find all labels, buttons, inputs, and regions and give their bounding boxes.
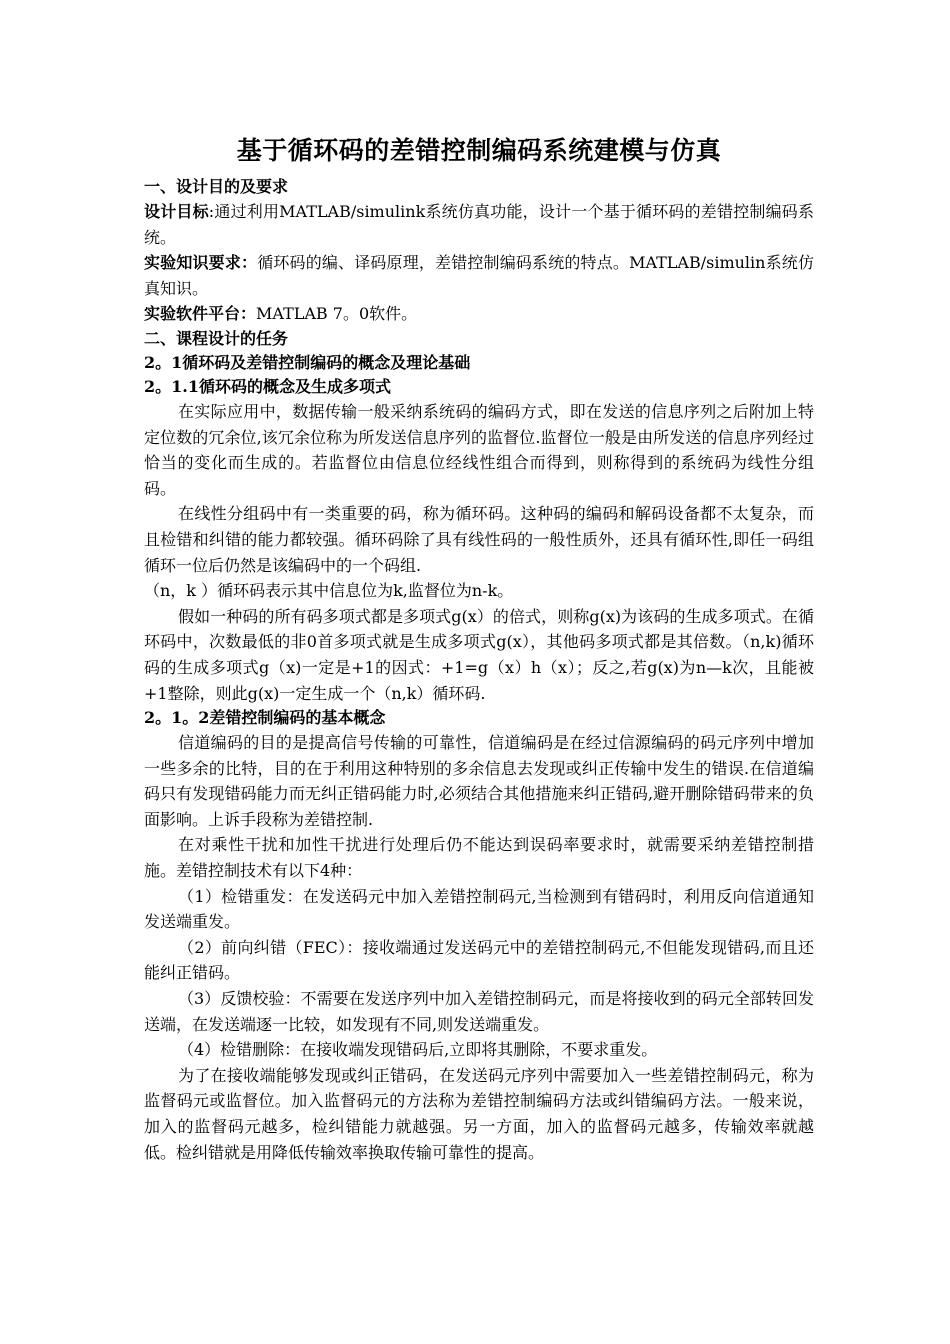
paragraph: 在实际应用中，数据传输一般采纳系统码的编码方式，即在发送的信息序列之后附加上特定位数的冗余位,该冗余位称为所发送信息序列的监督位.监督位一般是由所发送的信息序列经过恰当的变化而生成的。若监督位由信息位经线性组合而得到，则称得到的系统码为线性分组码。: [144, 401, 814, 498]
paragraph: （n，k ）循环码表示其中信息位为k,监督位为n-k。: [144, 581, 514, 601]
knowledge-label: 实验知识要求：: [144, 253, 258, 273]
paragraph-platform: [144, 301, 814, 327]
paragraph: 信道编码的目的是提高信号传输的可靠性，信道编码是在经过信源编码的码元序列中增加一些多余的比特，目的在于利用这种特别的多余信息去发现或纠正传输中发生的错误.在信道编码只有发现错码能力而无纠正错码能力时,必须结合其他措施来纠正错码,避开删除错码带来的负面影响。上诉手段称为差错控制.: [144, 733, 814, 829]
section-heading: 二、课程设计的任务: [144, 328, 289, 348]
paragraph: 假如一种码的所有码多项式都是多项式g(x）的倍式，则称g(x)为该码的生成多项式。在循环码中，次数最低的非0首多项式就是生成多项式g(x），其他码多项式都是其倍数。（n,k)循环码的生成多项式g（x)一定是+1的因式：+1=g（x）h（x）；反之,若g(x)为n—k次，且能被+1整除，则此g(x)一定生成一个（n,k）循环码.: [144, 606, 814, 703]
goal-text: :通过利用MATLAB/simulink系统仿真功能，设计一个基于循环码的差错控制编码系统。: [144, 202, 814, 247]
paragraph-goal: [144, 199, 814, 250]
subsection-heading: 2。1。2差错控制编码的基本概念: [144, 708, 386, 728]
list-item: （2）前向纠错（FEC）：接收端通过发送码元中的差错控制码元,不但能发现错码,而且还能纠正错码。: [144, 937, 814, 983]
subsection-heading: 2。1.1循环码的概念及生成多项式: [144, 376, 391, 396]
list-item: （4）检错删除：在接收端发现错码后,立即将其删除，不要求重发。: [178, 1040, 658, 1060]
subsection-heading: 2。1循环码及差错控制编码的概念及理论基础: [144, 352, 471, 372]
paragraph: 在对乘性干扰和加性干扰进行处理后仍不能达到误码率要求时，就需要采纳差错控制措施。差错控制技术有以下4种：: [144, 835, 814, 881]
paragraph: 为了在接收端能够发现或纠正错码，在发送码元序列中需要加入一些差错控制码元，称为监督码元或监督位。加入监督码元的方法称为差错控制编码方法或纠错编码方法。一般来说，加入的监督码元越多，检纠错能力就越强。另一方面，加入的监督码元越多，传输效率就越低。检纠错就是用降低传输效率换取传输可靠性的提高。: [144, 1065, 814, 1162]
knowledge-text: 循环码的编、译码原理，差错控制编码系统的特点。MATLAB/simulin系统仿真知识。: [144, 253, 814, 298]
document-body: [144, 131, 814, 1165]
platform-text: MATLAB 7。0软件。: [256, 304, 418, 324]
list-item: （1）检错重发：在发送码元中加入差错控制码元,当检测到有错码时，利用反向信道通知发送端重发。: [144, 886, 814, 932]
paragraph: 在线性分组码中有一类重要的码，称为循环码。这种码的编码和解码设备都不太复杂，而且检错和纠错的能力都较强。循环码除了具有线性码的一般性质外，还具有循环性,即任一码组循环一位后仍然是该编码中的一个码组.: [144, 504, 814, 575]
page-title: 基于循环码的差错控制编码系统建模与仿真: [236, 136, 722, 165]
paragraph-knowledge: [144, 250, 814, 301]
section-heading: 一、设计目的及要求: [144, 177, 289, 196]
goal-label: 设计目标: [144, 202, 209, 221]
platform-label: 实验软件平台：: [144, 304, 257, 324]
list-item: （3）反馈校验：不需要在发送序列中加入差错控制码元，而是将接收到的码元全部转回发送端，在发送端逐一比较，如发现有不同,则发送端重发。: [144, 989, 814, 1034]
